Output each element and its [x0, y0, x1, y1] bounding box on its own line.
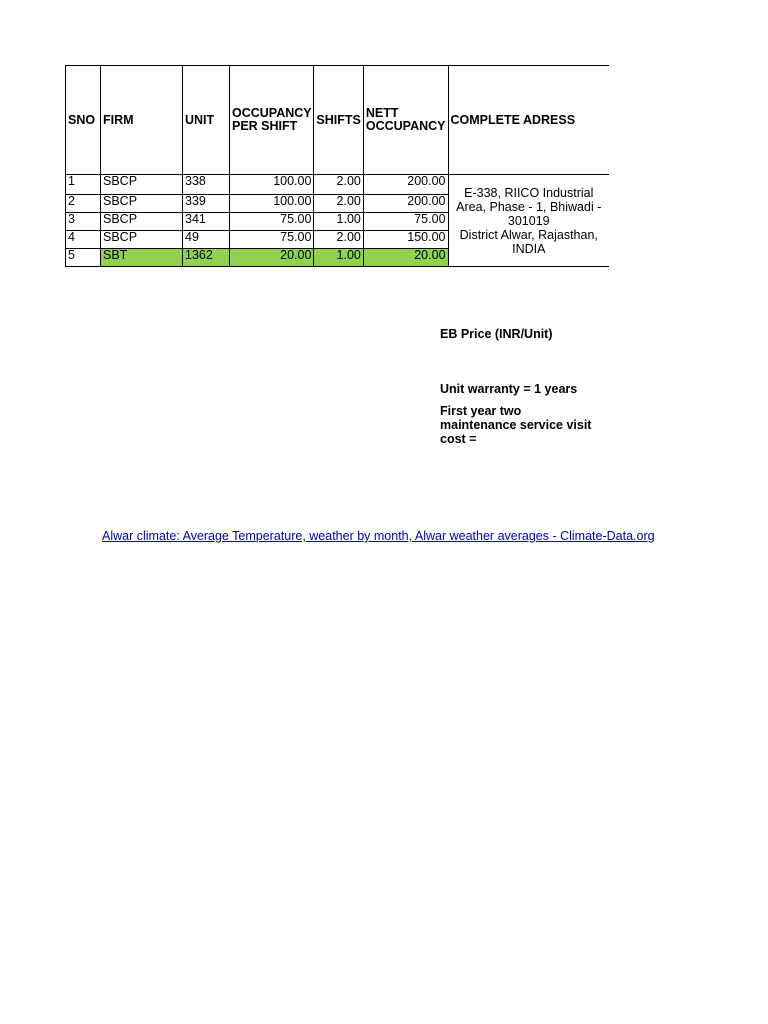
- cell-occupancy[interactable]: 75.00: [230, 213, 314, 231]
- cell-sno[interactable]: 2: [66, 195, 101, 213]
- cell-occupancy[interactable]: 100.00: [230, 175, 314, 195]
- occupancy-table: [65, 65, 609, 267]
- cell-shifts[interactable]: 2.00: [314, 195, 363, 213]
- cell-unit[interactable]: 49: [183, 231, 230, 249]
- cell-unit[interactable]: 341: [183, 213, 230, 231]
- cell-firm[interactable]: SBCP: [101, 195, 183, 213]
- maintenance-cost-note[interactable]: First year two maintenance service visit cost =: [440, 404, 592, 446]
- cell-sno[interactable]: 5: [66, 249, 101, 267]
- climate-data-link[interactable]: Alwar climate: Average Temperature, weather by month, Alwar weather averages - Climate-Data.org: [102, 529, 655, 543]
- cell-firm[interactable]: SBCP: [101, 231, 183, 249]
- cell-firm[interactable]: SBCP: [101, 213, 183, 231]
- cell-nett[interactable]: 200.00: [363, 175, 448, 195]
- cell-nett[interactable]: 75.00: [363, 213, 448, 231]
- cell-sno[interactable]: 4: [66, 231, 101, 249]
- cell-occupancy[interactable]: 100.00: [230, 195, 314, 213]
- address-line: District Alwar, Rajasthan, INDIA: [459, 227, 598, 256]
- cell-nett[interactable]: 20.00: [363, 249, 448, 267]
- eb-price-label[interactable]: EB Price (INR/Unit): [440, 327, 553, 341]
- address-line: E-338, RIICO Industrial Area, Phase - 1, Bhiwadi - 301019: [456, 185, 602, 228]
- header-occupancy-per-shift[interactable]: OCCUPANCY PER SHIFT: [230, 66, 314, 175]
- cell-unit[interactable]: 1362: [183, 249, 230, 267]
- header-shifts[interactable]: SHIFTS: [314, 66, 363, 175]
- header-unit[interactable]: UNIT: [183, 66, 230, 175]
- warranty-note[interactable]: Unit warranty = 1 years: [440, 382, 578, 396]
- cell-shifts[interactable]: 1.00: [314, 213, 363, 231]
- cell-nett[interactable]: 200.00: [363, 195, 448, 213]
- header-complete-address[interactable]: COMPLETE ADRESS: [448, 66, 609, 175]
- header-sno[interactable]: SNO: [66, 66, 101, 175]
- cell-shifts[interactable]: 2.00: [314, 231, 363, 249]
- cell-unit[interactable]: 339: [183, 195, 230, 213]
- cell-sno[interactable]: 1: [66, 175, 101, 195]
- cell-shifts[interactable]: 1.00: [314, 249, 363, 267]
- cell-shifts[interactable]: 2.00: [314, 175, 363, 195]
- cell-nett[interactable]: 150.00: [363, 231, 448, 249]
- header-firm[interactable]: FIRM: [101, 66, 183, 175]
- cell-firm[interactable]: SBCP: [101, 175, 183, 195]
- cell-occupancy[interactable]: 75.00: [230, 231, 314, 249]
- header-row: [66, 66, 610, 175]
- cell-firm[interactable]: SBT: [101, 249, 183, 267]
- table-row: [66, 175, 610, 195]
- cell-unit[interactable]: 338: [183, 175, 230, 195]
- cell-address[interactable]: [448, 175, 609, 267]
- cell-occupancy[interactable]: 20.00: [230, 249, 314, 267]
- header-nett-occupancy[interactable]: NETT OCCUPANCY: [363, 66, 448, 175]
- cell-sno[interactable]: 3: [66, 213, 101, 231]
